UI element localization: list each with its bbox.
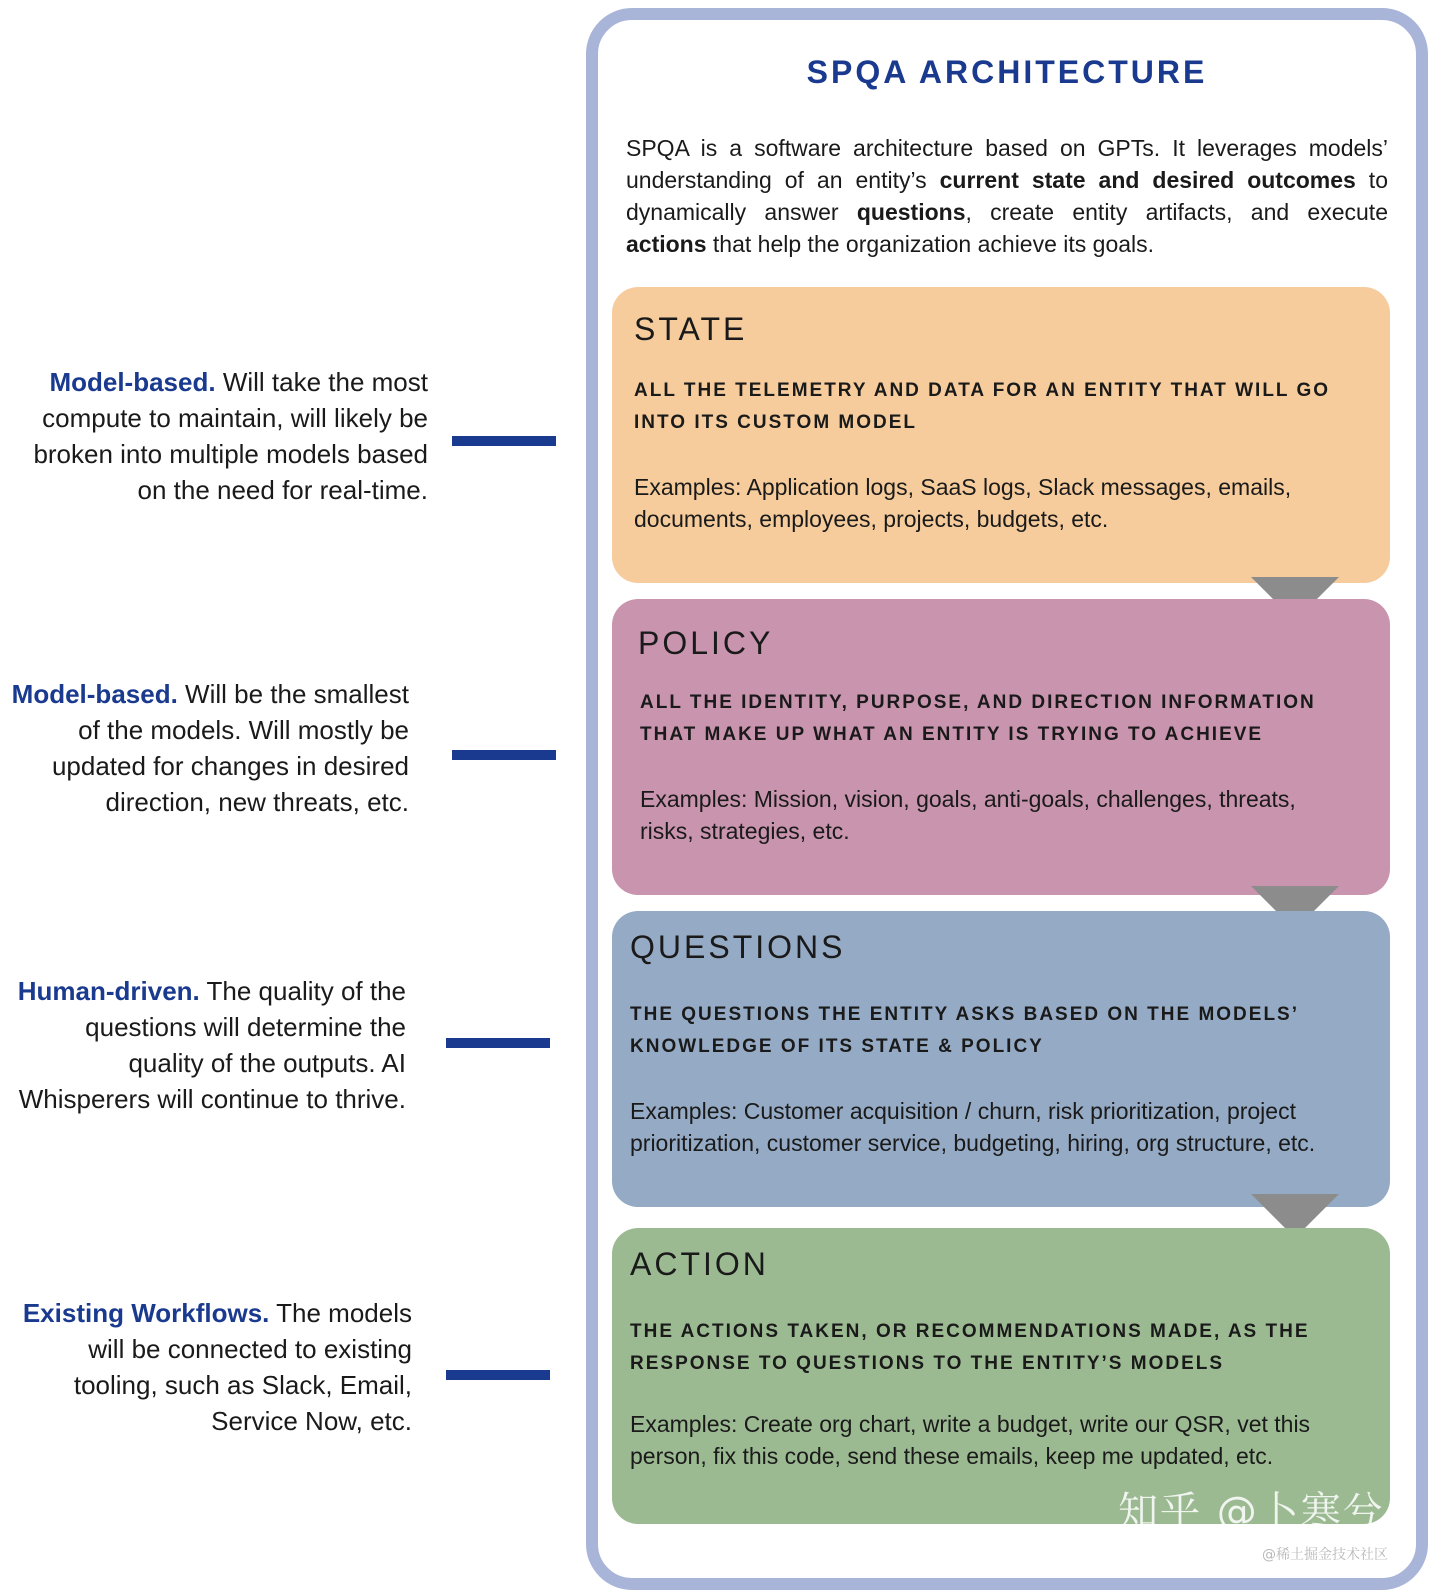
note-lead: Model-based. (49, 367, 216, 397)
note-lead: Model-based. (11, 679, 178, 709)
note-text: Will take the most compute to maintain, will likely be broken into multiple models based on the need for real-time. (33, 367, 428, 505)
layer-name: POLICY (638, 625, 774, 661)
note-text: The quality of the questions will determine the quality of the outputs. AI Whisperers will continue to thrive. (18, 976, 406, 1114)
layer-examples: Examples: Application logs, SaaS logs, Slack messages, emails, documents, employees, projects, budgets, etc. (634, 474, 1292, 532)
layer-description: ALL THE IDENTITY, PURPOSE, AND DIRECTION INFORMATION THAT MAKE UP WHAT AN ENTITY IS TRYING TO ACHIEVE (640, 692, 1316, 745)
connector-line-questions (446, 1038, 550, 1048)
note-text: The models will be connected to existing tooling, such as Slack, Email, Service Now, etc. (73, 1298, 412, 1436)
intro-text: SPQA is a software architecture based on GPTs. It leverages models’ understanding of an entity’s (626, 135, 1388, 193)
intro-text: , create entity artifacts, and execute (965, 199, 1388, 225)
connector-line-state (452, 436, 556, 446)
note-action (12, 1295, 412, 1439)
layer-questions (612, 911, 1390, 1207)
intro-paragraph (626, 132, 1388, 260)
layer-state (612, 287, 1390, 583)
connector-line-policy (452, 750, 556, 760)
layer-examples: Examples: Mission, vision, goals, anti-goals, challenges, threats, risks, strategies, etc. (640, 786, 1296, 844)
layer-examples: Examples: Customer acquisition / churn, risk prioritization, project prioritization, customer service, budgeting, hiring, org structure, etc. (630, 1098, 1316, 1156)
watermark-juejin: @稀土掘金技术社区 (1262, 1547, 1388, 1563)
note-state (28, 364, 428, 508)
connector-line-action (446, 1370, 550, 1380)
intro-bold: actions (626, 231, 707, 257)
layer-name: ACTION (630, 1246, 769, 1282)
note-questions (6, 973, 406, 1117)
intro-bold: questions (856, 199, 966, 225)
diagram-title: SPQA ARCHITECTURE (806, 54, 1208, 90)
intro-bold: current state and desired outcomes (939, 167, 1356, 193)
layer-name: QUESTIONS (630, 929, 846, 965)
watermark-zhihu: 知乎 @卜寒兮 (1118, 1489, 1385, 1535)
layer-name: STATE (634, 311, 748, 347)
layer-description: THE QUESTIONS THE ENTITY ASKS BASED ON THE MODELS’ KNOWLEDGE OF ITS STATE & POLICY (630, 1004, 1298, 1057)
layer-examples: Examples: Create org chart, write a budget, write our QSR, vet this person, fix this code, send these emails, keep me updated, etc. (630, 1411, 1311, 1469)
intro-text: that help the organization achieve its goals. (706, 231, 1155, 257)
layer-description: ALL THE TELEMETRY AND DATA FOR AN ENTITY THAT WILL GO INTO ITS CUSTOM MODEL (634, 380, 1331, 433)
layer-policy (612, 599, 1390, 895)
note-policy (9, 676, 409, 820)
layer-description: THE ACTIONS TAKEN, OR RECOMMENDATIONS MADE, AS THE RESPONSE TO QUESTIONS TO THE ENTITY’S MODELS (630, 1321, 1310, 1374)
note-lead: Human-driven. (17, 976, 200, 1006)
intro-text: to dynamically answer (626, 167, 1388, 225)
note-text: Will be the smallest of the models. Will mostly be updated for changes in desired direction, new threats, etc. (51, 679, 409, 817)
note-lead: Existing Workflows. (22, 1298, 270, 1328)
